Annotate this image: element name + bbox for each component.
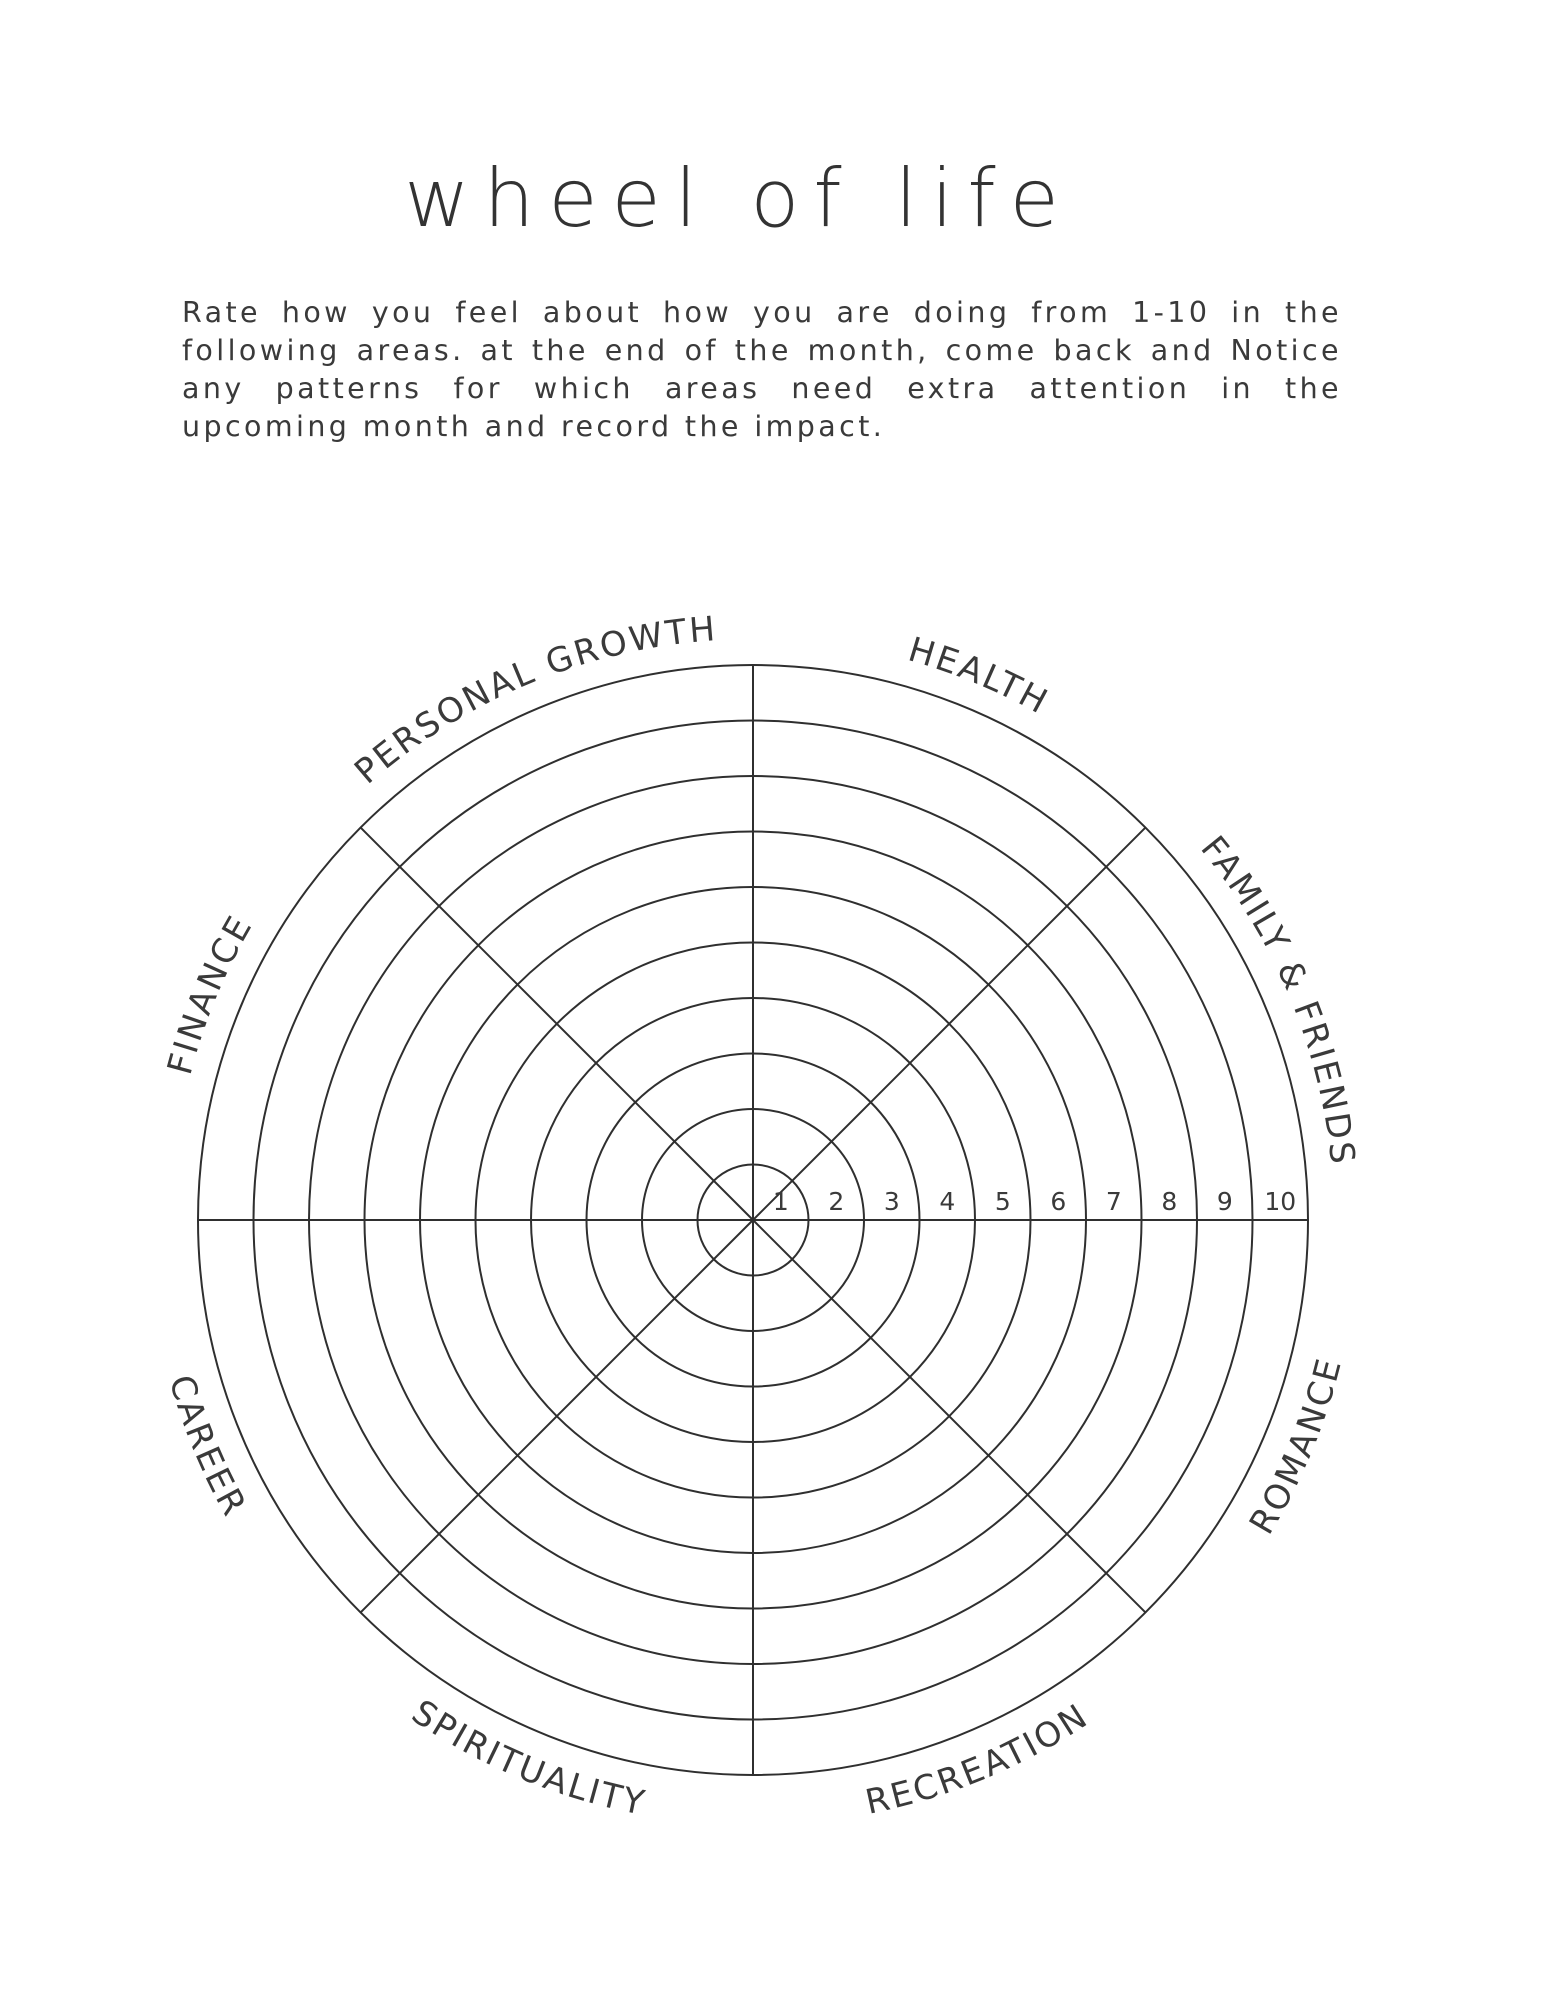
category-label-recreation: RECREATION xyxy=(861,1695,1097,1823)
tick-label-2: 2 xyxy=(828,1187,845,1216)
instructions-text: Rate how you feel about how you are doing from 1-10 in the following areas. at the end of the month, come back and Notice any patterns for which areas need extra attention in the upcoming month and record the impact. xyxy=(182,296,1342,443)
category-label-personal-growth: PERSONAL GROWTH xyxy=(347,608,719,793)
category-label-health: HEALTH xyxy=(903,629,1056,724)
category-label-finance: FINANCE xyxy=(159,907,262,1079)
category-label-romance: ROMANCE xyxy=(1241,1352,1351,1542)
tick-label-3: 3 xyxy=(883,1187,900,1216)
category-label-spirituality: SPIRITUALITY xyxy=(404,1692,650,1824)
wheel-spokes xyxy=(198,665,1308,1775)
tick-label-9: 9 xyxy=(1216,1187,1233,1216)
category-labels xyxy=(160,609,1363,1824)
spoke-7 xyxy=(361,828,753,1220)
tick-label-4: 4 xyxy=(939,1187,956,1216)
tick-label-1: 1 xyxy=(772,1187,789,1216)
tick-label-6: 6 xyxy=(1050,1187,1067,1216)
spoke-3 xyxy=(753,1220,1145,1612)
page-title: wheel of life xyxy=(404,152,1073,245)
tick-label-7: 7 xyxy=(1105,1187,1122,1216)
category-label-family-friends: FAMILY & FRIENDS xyxy=(1192,828,1363,1169)
spoke-5 xyxy=(361,1220,753,1612)
tick-label-5: 5 xyxy=(994,1187,1011,1216)
spoke-1 xyxy=(753,828,1145,1220)
scale-tick-labels xyxy=(773,1187,1296,1216)
category-label-career: CAREER xyxy=(160,1370,255,1525)
tick-label-10: 10 xyxy=(1264,1187,1297,1216)
tick-label-8: 8 xyxy=(1161,1187,1178,1216)
